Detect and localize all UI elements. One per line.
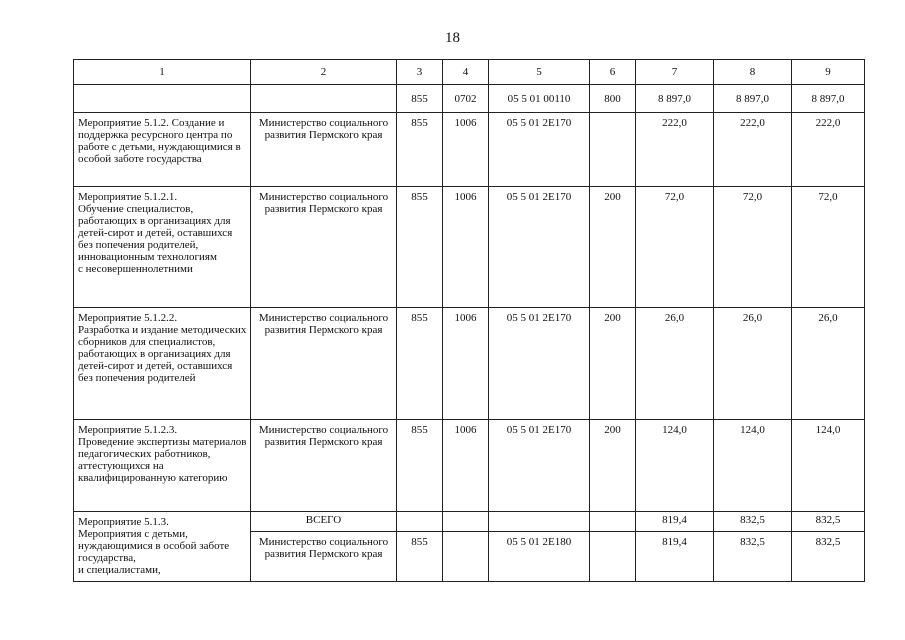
amount-col9-cell: 124,0 (792, 420, 865, 512)
target-code-cell: 05 5 01 2Е170 (489, 113, 590, 187)
target-code-cell: 05 5 01 2Е170 (489, 308, 590, 420)
amount-col8-cell: 222,0 (714, 113, 792, 187)
expense-type-cell (590, 512, 636, 532)
amount-col7-cell: 819,4 (636, 532, 714, 582)
header-cell: 1 (74, 60, 251, 85)
table-row (74, 420, 865, 512)
header-cell: 6 (590, 60, 636, 85)
admin-code-cell: 855 (397, 308, 443, 420)
admin-code-cell (397, 512, 443, 532)
header-cell: 5 (489, 60, 590, 85)
amount-col8-cell: 832,5 (714, 532, 792, 582)
section-code-cell (443, 532, 489, 582)
target-code-cell: 05 5 01 2Е170 (489, 187, 590, 308)
amount-col9-cell: 8 897,0 (792, 85, 865, 113)
section-code-cell: 1006 (443, 420, 489, 512)
admin-code-cell: 855 (397, 532, 443, 582)
table-row (74, 113, 865, 187)
expense-type-cell: 200 (590, 420, 636, 512)
amount-col7-cell: 72,0 (636, 187, 714, 308)
budget-table (73, 59, 865, 582)
header-cell: 3 (397, 60, 443, 85)
activity-name-cell: Мероприятие 5.1.2. Создание и поддержка ресурсного центра по работе с детьми, нуждающимися в особой заботе государства (74, 113, 251, 187)
header-cell: 2 (251, 60, 397, 85)
expense-type-cell: 200 (590, 308, 636, 420)
amount-col8-cell: 8 897,0 (714, 85, 792, 113)
amount-col7-cell: 26,0 (636, 308, 714, 420)
executor-cell: Министерство социального развития Пермского края (251, 420, 397, 512)
amount-col7-cell: 124,0 (636, 420, 714, 512)
table-row (74, 308, 865, 420)
target-code-cell (489, 512, 590, 532)
header-cell: 9 (792, 60, 865, 85)
activity-name-cell: Мероприятие 5.1.2.1. Обучение специалистов, работающих в организациях для детей-сирот и детей, оставшихся без попечения родителей, инновационным технологиям с несовершеннолетними (74, 187, 251, 308)
admin-code-cell: 855 (397, 187, 443, 308)
page-number: 18 (445, 30, 460, 46)
activity-name-cell: Мероприятие 5.1.3. Мероприятия с детьми, нуждающимися в особой заботе государства, и специалистами, (74, 512, 251, 582)
executor-cell: Министерство социального развития Пермского края (251, 187, 397, 308)
section-code-cell: 1006 (443, 308, 489, 420)
header-cell: 4 (443, 60, 489, 85)
target-code-cell: 05 5 01 2Е180 (489, 532, 590, 582)
table-row (74, 85, 865, 113)
executor-cell: Министерство социального развития Пермского края (251, 532, 397, 582)
header-cell: 8 (714, 60, 792, 85)
amount-col8-cell: 26,0 (714, 308, 792, 420)
activity-name-cell (74, 85, 251, 113)
activity-name-cell: Мероприятие 5.1.2.2. Разработка и издание методических сборников для специалистов, работающих в организациях для детей-сирот и детей, оставшихся без попечения родителей (74, 308, 251, 420)
table-row-total (74, 512, 865, 532)
executor-cell (251, 85, 397, 113)
target-code-cell: 05 5 01 00110 (489, 85, 590, 113)
executor-cell: Министерство социального развития Пермского края (251, 308, 397, 420)
expense-type-cell: 800 (590, 85, 636, 113)
section-code-cell: 1006 (443, 113, 489, 187)
expense-type-cell (590, 113, 636, 187)
expense-type-cell: 200 (590, 187, 636, 308)
expense-type-cell (590, 532, 636, 582)
amount-col9-cell: 832,5 (792, 532, 865, 582)
amount-col7-cell: 819,4 (636, 512, 714, 532)
table-row (74, 187, 865, 308)
amount-col9-cell: 26,0 (792, 308, 865, 420)
admin-code-cell: 855 (397, 113, 443, 187)
amount-col8-cell: 72,0 (714, 187, 792, 308)
amount-col8-cell: 124,0 (714, 420, 792, 512)
amount-col9-cell: 72,0 (792, 187, 865, 308)
section-code-cell: 0702 (443, 85, 489, 113)
header-row (74, 60, 865, 85)
section-code-cell: 1006 (443, 187, 489, 308)
admin-code-cell: 855 (397, 420, 443, 512)
section-code-cell (443, 512, 489, 532)
target-code-cell: 05 5 01 2Е170 (489, 420, 590, 512)
amount-col7-cell: 222,0 (636, 113, 714, 187)
admin-code-cell: 855 (397, 85, 443, 113)
amount-col9-cell: 222,0 (792, 113, 865, 187)
header-cell: 7 (636, 60, 714, 85)
amount-col8-cell: 832,5 (714, 512, 792, 532)
amount-col7-cell: 8 897,0 (636, 85, 714, 113)
activity-name-cell: Мероприятие 5.1.2.3. Проведение экспертизы материалов педагогических работников, аттестующихся на квалифицированную категорию (74, 420, 251, 512)
executor-cell: Министерство социального развития Пермского края (251, 113, 397, 187)
amount-col9-cell: 832,5 (792, 512, 865, 532)
total-label-cell: ВСЕГО (251, 512, 397, 532)
